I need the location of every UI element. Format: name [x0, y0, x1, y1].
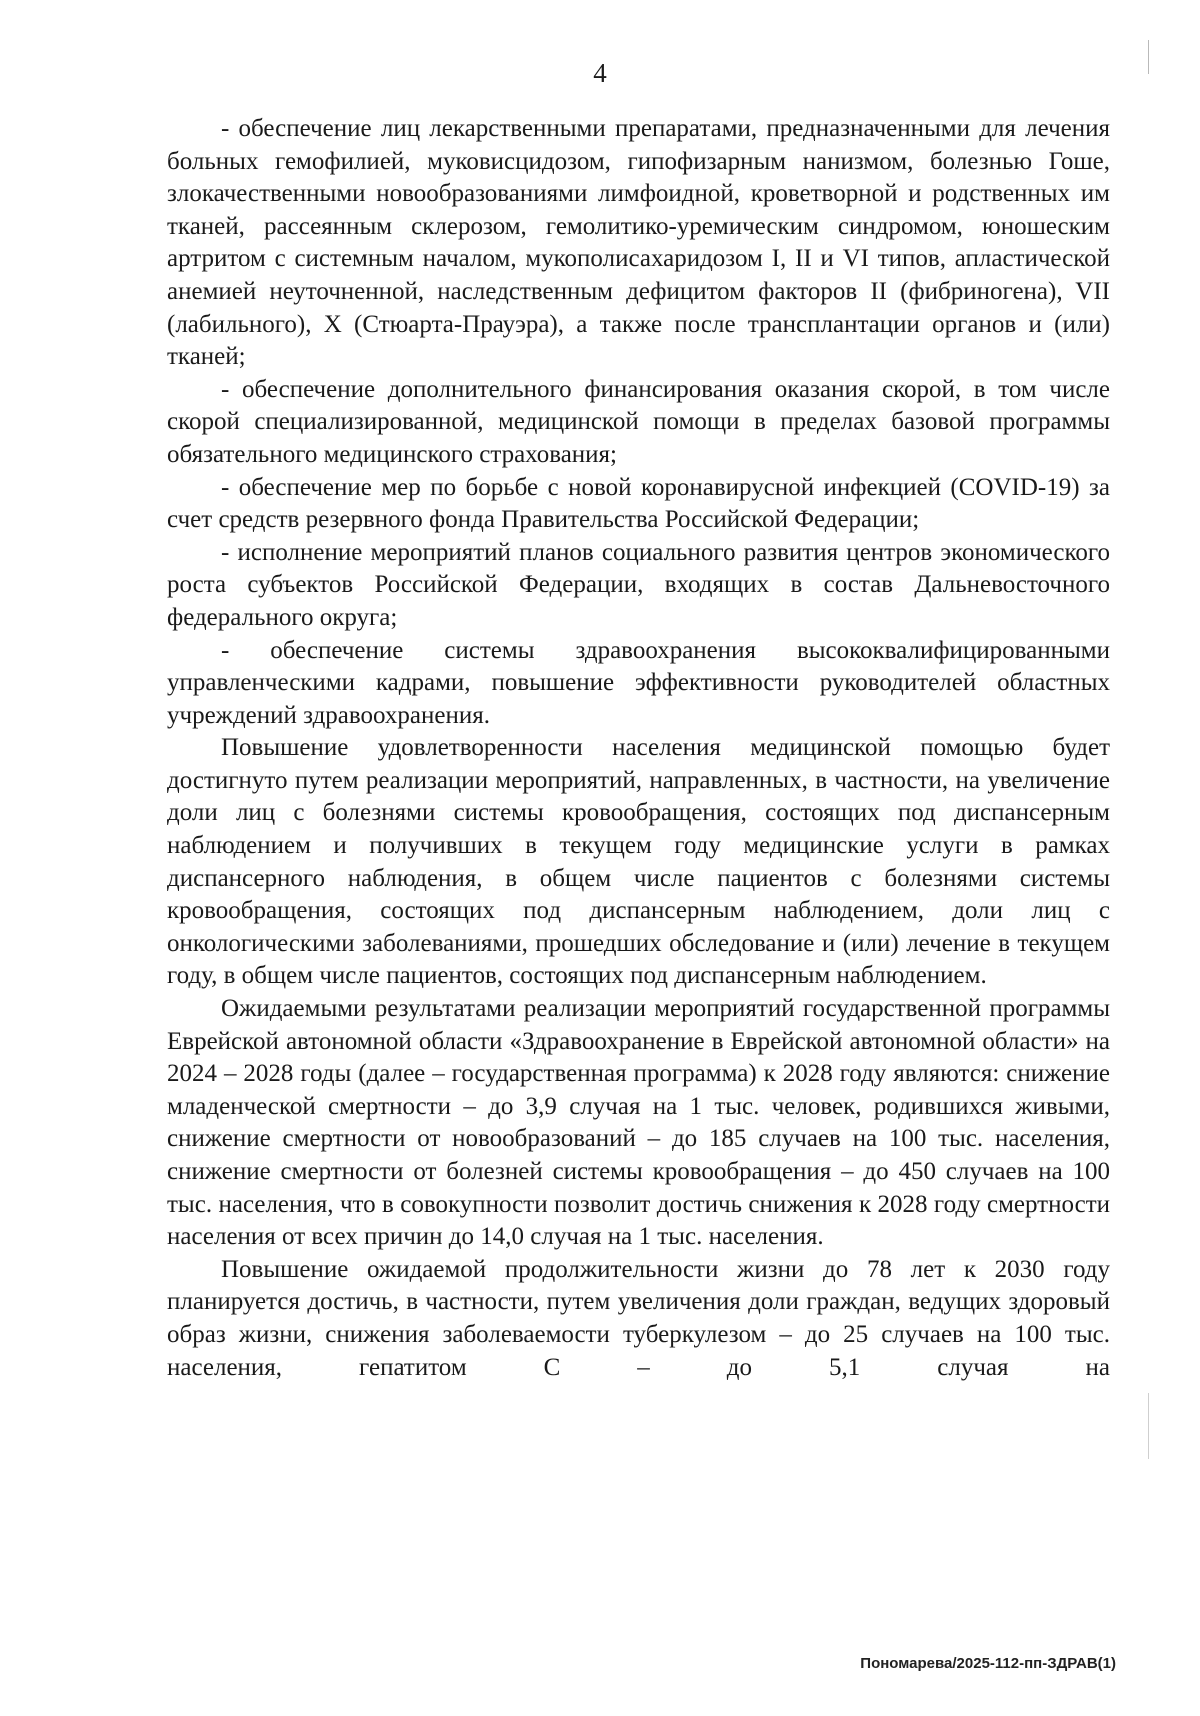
paragraph-medicines-provision: - обеспечение лиц лекарственными препаратами, предназначенными для лечения больных гемофилией, муковисцидозом, гипофизарным нанизмом, болезнью Гоше, злокачественными новообразованиями лимфоидной, кроветворной и родственных им тканей, рассеянным склерозом, гемолитико-уремическим синдромом, юношеским артритом с системным началом, мукополисахаридозом I, II и VI типов, апластической анемией неуточненной, наследственным дефицитом факторов II (фибриногена), VII (лабильного), X (Стюарта-Прауэра), а также после трансплантации органов и (или) тканей; — [167, 115, 1110, 371]
document-body — [167, 113, 1110, 1384]
paragraph-expected-results: Ожидаемыми результатами реализации мероприятий государственной программы Еврейской автономной области «Здравоохранение в Еврейской автономной области» на 2024 – 2028 годы (далее – государственная программа) к 2028 году являются: снижение младенческой смертности – до 3,9 случая на 1 тыс. человек, родившихся живыми, снижение смертности от новообразований – до 185 случаев на 100 тыс. населения, снижение смертности от болезней системы кровообращения – до 450 случаев на 100 тыс. населения, что в совокупности позволит достичь снижения к 2028 году смертности населения от всех причин до 14,0 случая на 1 тыс. населения. — [167, 995, 1110, 1251]
paragraph-covid-measures: - обеспечение мер по борьбе с новой коронавирусной инфекцией (COVID-19) за счет средств резервного фонда Правительства Российской Федерации; — [167, 473, 1110, 534]
page-number: 4 — [593, 58, 607, 88]
paragraph-life-expectancy: Повышение ожидаемой продолжительности жизни до 78 лет к 2030 году планируется достичь, в частности, путем увеличения доли граждан, ведущих здоровый образ жизни, снижения заболеваемости туберкулезом – до 25 случаев на 100 тыс. населения, гепатитом С – до 5,1 случая на — [167, 1255, 1110, 1381]
scan-edge-mark-bottom — [1148, 1393, 1149, 1459]
paragraph-management-personnel: - обеспечение системы здравоохранения высококвалифицированными управленческими кадрами, повышение эффективности руководителей областных учреждений здравоохранения. — [167, 636, 1110, 729]
document-reference-code: Пономарева/2025-112-пп-ЗДРАВ(1) — [860, 1655, 1116, 1672]
paragraph-emergency-care-funding: - обеспечение дополнительного финансирования оказания скорой, в том числе скорой специализированной, медицинской помощи в пределах базовой программы обязательного медицинского страхования; — [167, 375, 1110, 468]
paragraph-far-east-development: - исполнение мероприятий планов социального развития центров экономического роста субъектов Российской Федерации, входящих в состав Дальневосточного федерального округа; — [167, 538, 1110, 631]
paragraph-satisfaction-increase: Повышение удовлетворенности населения медицинской помощью будет достигнуто путем реализации мероприятий, направленных, в частности, на увеличение доли лиц с болезнями системы кровообращения, состоящих под диспансерным наблюдением и получивших в текущем году медицинские услуги в рамках диспансерного наблюдения, в общем числе пациентов с болезнями системы кровообращения, состоящих под диспансерным наблюдением, доли лиц с онкологическими заболеваниями, прошедших обследование и (или) лечение в текущем году, в общем числе пациентов, состоящих под диспансерным наблюдением. — [167, 734, 1110, 990]
